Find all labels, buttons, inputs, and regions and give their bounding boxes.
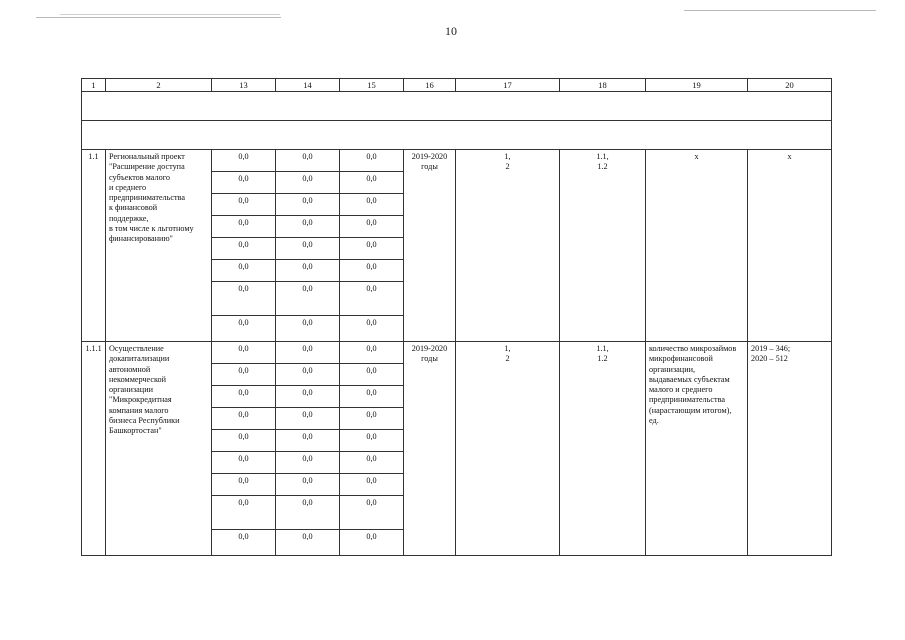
value-cell: 0,0 — [276, 364, 339, 386]
value-cell: 0,0 — [340, 342, 403, 364]
value-cell: 0,0 — [340, 496, 403, 530]
page-number: 10 — [445, 24, 457, 38]
indicator-value-cell: x — [748, 150, 832, 342]
value-cell: 0,0 — [212, 238, 275, 260]
scan-artifact-line — [684, 10, 876, 11]
value-cell: 0,0 — [276, 194, 339, 216]
period-cell: 2019-2020 годы — [404, 342, 456, 556]
value-cell: 0,0 — [276, 172, 339, 194]
table-row — [82, 342, 832, 556]
value-cell: 0,0 — [340, 430, 403, 452]
header-cell: 15 — [340, 79, 404, 92]
value-cell: 0,0 — [340, 238, 403, 260]
indicator-name-cell: x — [646, 150, 748, 342]
value-cell: 0,0 — [340, 452, 403, 474]
value-cell: 0,0 — [212, 452, 275, 474]
value-cell: 0,0 — [366, 532, 377, 541]
value-cell: 0,0 — [340, 282, 403, 316]
financing-table — [81, 78, 832, 556]
col14-stack — [276, 150, 340, 342]
header-cell: 1 — [82, 79, 106, 92]
row-number: 1.1 — [82, 150, 106, 342]
value-cell: 0,0 — [340, 474, 403, 496]
value-cell: 0,0 — [340, 408, 403, 430]
header-row — [82, 79, 832, 92]
scan-artifact-line — [60, 14, 280, 15]
col13-stack — [212, 342, 276, 556]
value-cell: 0,0 — [238, 318, 249, 327]
indicator-ref-cell: 1.1, 1.2 — [560, 150, 646, 342]
value-cell: 0,0 — [276, 408, 339, 430]
value-cell: 0,0 — [302, 532, 313, 541]
col13-stack — [212, 150, 276, 342]
value-cell: 0,0 — [276, 260, 339, 282]
value-cell: 0,0 — [340, 216, 403, 238]
value-cell: 0,0 — [302, 318, 313, 327]
value-cell: 0,0 — [212, 150, 275, 172]
header-cell: 20 — [748, 79, 832, 92]
scan-artifact-line — [36, 17, 281, 18]
value-cell: 0,0 — [212, 216, 275, 238]
value-cell: 0,0 — [366, 318, 377, 327]
goal-ref-cell: 1, 2 — [456, 150, 560, 342]
col15-stack — [340, 342, 404, 556]
value-cell: 0,0 — [276, 430, 339, 452]
col15-stack — [340, 150, 404, 342]
period-cell: 2019-2020 годы — [404, 150, 456, 342]
value-cell: 0,0 — [276, 342, 339, 364]
value-cell: 0,0 — [276, 282, 339, 316]
value-cell: 0,0 — [340, 194, 403, 216]
value-cell: 0,0 — [212, 172, 275, 194]
value-cell: 0,0 — [340, 150, 403, 172]
blank-row — [82, 92, 832, 121]
value-cell: 0,0 — [212, 364, 275, 386]
value-cell: 0,0 — [276, 386, 339, 408]
indicator-ref-cell: 1.1, 1.2 — [560, 342, 646, 556]
value-cell: 0,0 — [212, 386, 275, 408]
header-cell: 19 — [646, 79, 748, 92]
value-cell: 0,0 — [212, 430, 275, 452]
value-cell: 0,0 — [212, 496, 275, 530]
blank-row — [82, 121, 832, 150]
indicator-name-cell: количество микрозаймов микрофинансовой организации, выдаваемых субъектам малого и среднего предпринимательства (нарастающим итогом), ед. — [646, 342, 748, 556]
header-cell: 13 — [212, 79, 276, 92]
value-cell: 0,0 — [212, 342, 275, 364]
value-cell: 0,0 — [276, 474, 339, 496]
value-cell: 0,0 — [276, 238, 339, 260]
value-cell: 0,0 — [340, 364, 403, 386]
indicator-value-cell: 2019 – 346; 2020 – 512 — [748, 342, 832, 556]
value-cell: 0,0 — [276, 452, 339, 474]
header-cell: 2 — [106, 79, 212, 92]
row-number: 1.1.1 — [82, 342, 106, 556]
header-cell: 17 — [456, 79, 560, 92]
value-cell: 0,0 — [340, 260, 403, 282]
value-cell: 0,0 — [276, 496, 339, 530]
value-cell: 0,0 — [238, 532, 249, 541]
header-cell: 14 — [276, 79, 340, 92]
value-cell: 0,0 — [212, 408, 275, 430]
value-cell: 0,0 — [340, 386, 403, 408]
value-cell: 0,0 — [340, 172, 403, 194]
header-cell: 16 — [404, 79, 456, 92]
table-row — [82, 150, 832, 342]
row-title: Региональный проект "Расширение доступа субъектов малого и среднего предпринимательства к финансовой поддержке, в том числе к льготному финансированию" — [106, 150, 212, 342]
value-cell: 0,0 — [276, 216, 339, 238]
value-cell: 0,0 — [212, 282, 275, 316]
header-cell: 18 — [560, 79, 646, 92]
goal-ref-cell: 1, 2 — [456, 342, 560, 556]
value-cell: 0,0 — [276, 150, 339, 172]
value-cell: 0,0 — [212, 194, 275, 216]
col14-stack — [276, 342, 340, 556]
value-cell: 0,0 — [212, 474, 275, 496]
row-title: Осуществление докапитализации автономной некоммерческой организации "Микрокредитная компания малого бизнеса Республики Башкортостан" — [106, 342, 212, 556]
value-cell: 0,0 — [212, 260, 275, 282]
